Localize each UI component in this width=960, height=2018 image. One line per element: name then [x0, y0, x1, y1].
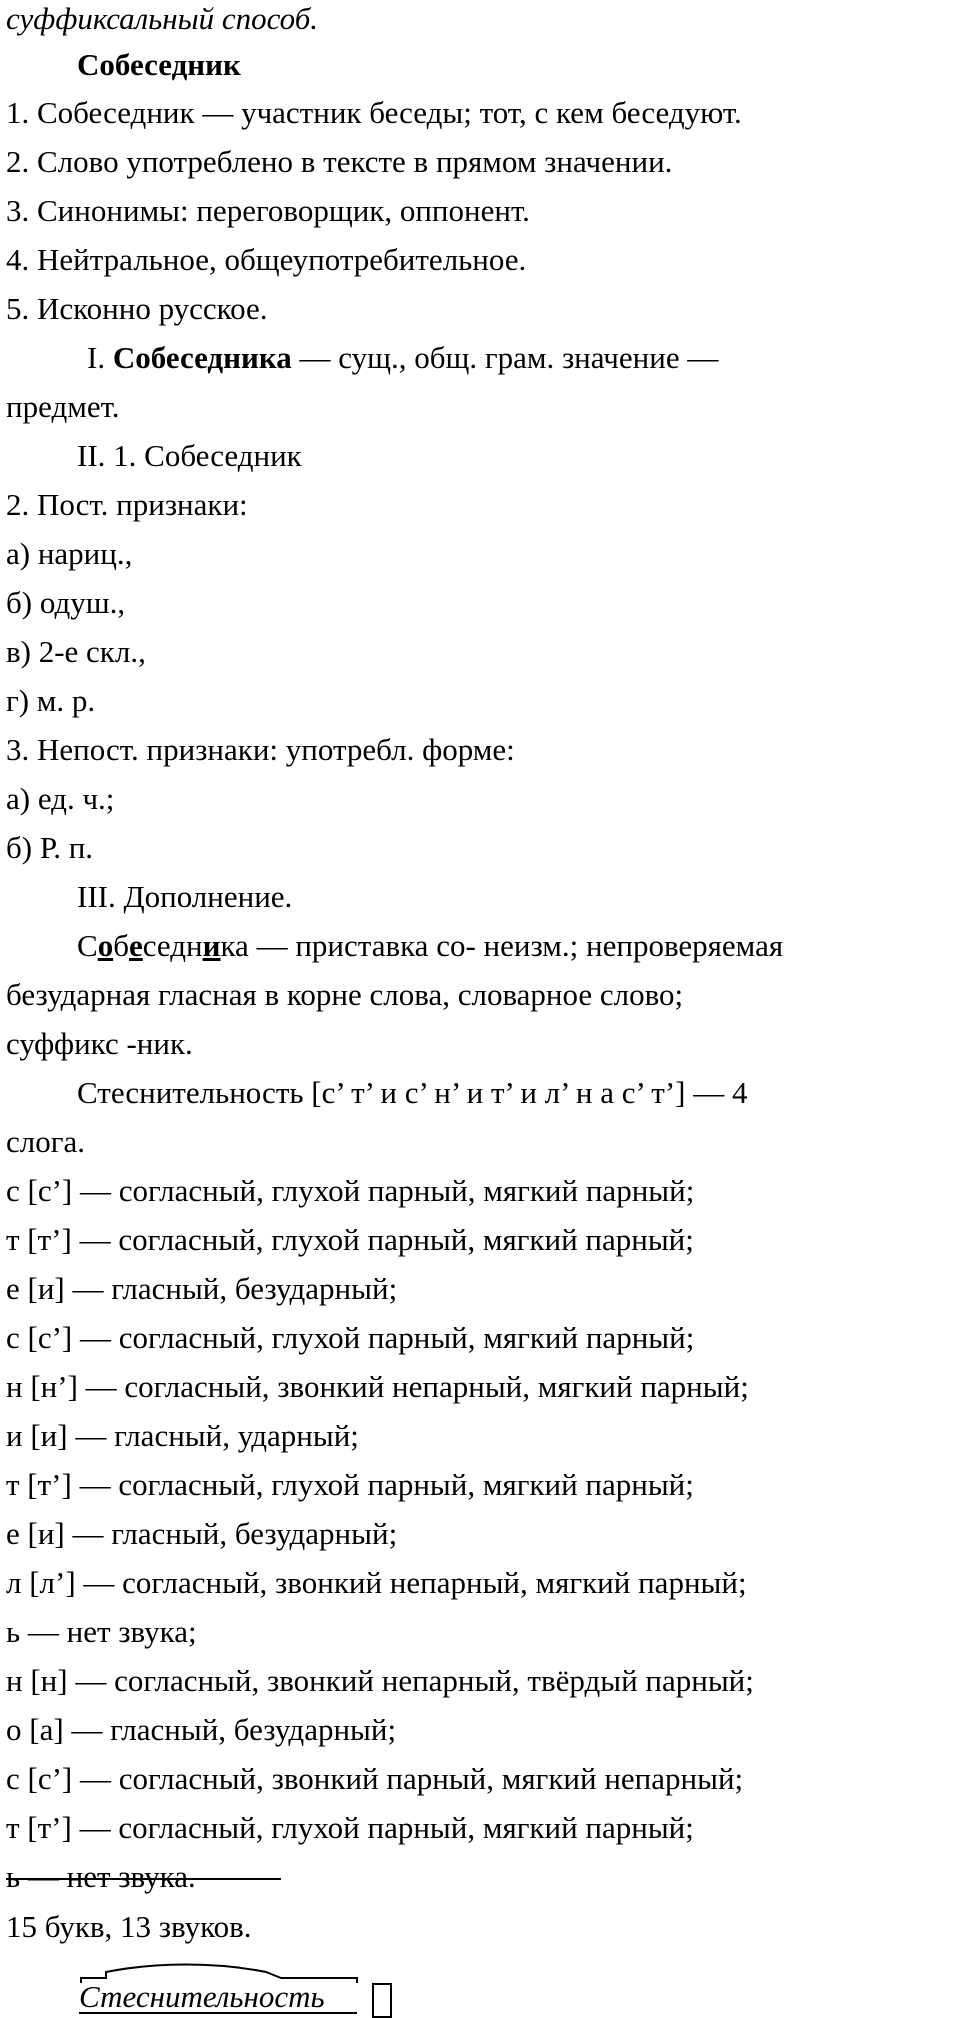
morph-const-item: б) одуш.,: [6, 585, 126, 620]
sound-line: с [с’] — согласный, глухой парный, мягкий парный;: [6, 1320, 695, 1355]
morph-initial-form: II. 1. Собеседник: [77, 438, 302, 473]
stem-underline-icon: [76, 2010, 376, 2018]
sound-line: ь — нет звука.: [6, 1859, 196, 1894]
morpheme-word: Стеснительность: [79, 1979, 325, 2014]
highlighted-vowel: о: [97, 928, 114, 963]
sound-line: н [н] — согласный, звонкий непарный, твёрдый парный;: [6, 1663, 754, 1698]
summary-rule: [6, 1878, 281, 1880]
sound-line: т [т’] — согласный, глухой парный, мягкий парный;: [6, 1467, 694, 1502]
morph-part-one: I. Собеседника — сущ., общ. грам. значение —: [87, 340, 719, 375]
zero-ending-box: [372, 1983, 392, 2018]
word-title: Собеседник: [77, 47, 241, 82]
highlighted-vowel: е: [128, 928, 143, 963]
morph-syntactic-role: III. Дополнение.: [77, 879, 293, 914]
sound-line: т [т’] — согласный, глухой парный, мягкий парный;: [6, 1810, 694, 1845]
highlighted-vowel: и: [202, 928, 221, 963]
sound-line: о [а] — гласный, безударный;: [6, 1712, 397, 1747]
sound-line: е [и] — гласный, безударный;: [6, 1516, 398, 1551]
sound-line: ь — нет звука;: [6, 1614, 197, 1649]
letters-sounds-summary: 15 букв, 13 звуков.: [6, 1909, 252, 1944]
lexical-line: 2. Слово употреблено в тексте в прямом значении.: [6, 144, 673, 179]
morph-const-header: 2. Пост. признаки:: [6, 487, 248, 522]
morph-const-item: а) нариц.,: [6, 536, 133, 571]
sound-line: т [т’] — согласный, глухой парный, мягкий парный;: [6, 1222, 694, 1257]
morph-const-item: в) 2-е скл.,: [6, 634, 146, 669]
sound-line: с [с’] — согласный, звонкий парный, мягкий непарный;: [6, 1761, 744, 1796]
analyzed-word: Собеседника: [112, 340, 292, 375]
sound-line: н [н’] — согласный, звонкий непарный, мягкий парный;: [6, 1369, 749, 1404]
morph-nonconst-item: б) Р. п.: [6, 830, 94, 865]
phonetic-transcription: Стеснительность [с’ т’ и с’ н’ и т’ и л’ н а с’ т’] — 4: [77, 1075, 748, 1110]
lexical-line: 5. Исконно русское.: [6, 291, 268, 326]
lexical-line: 1. Собеседник — участник беседы; тот, с кем беседуют.: [6, 95, 742, 130]
morpheme-parse: [76, 1962, 396, 2018]
spelling-word-line: Собеседника — приставка со- неизм.; непроверяемая: [77, 928, 784, 963]
spelling-line: безударная гласная в корне слова, словарное слово;: [6, 977, 684, 1012]
spelling-line: суффикс -ник.: [6, 1026, 193, 1061]
previous-answer-tail: суффиксальный способ.: [6, 1, 319, 36]
sound-line: с [с’] — согласный, глухой парный, мягкий парный;: [6, 1173, 695, 1208]
sound-line: е [и] — гласный, безударный;: [6, 1271, 398, 1306]
sound-line: и [и] — гласный, ударный;: [6, 1418, 359, 1453]
phonetic-transcription-cont: слога.: [6, 1124, 85, 1159]
morph-nonconst-header: 3. Непост. признаки: употребл. форме:: [6, 732, 515, 767]
morph-const-item: г) м. р.: [6, 683, 96, 718]
lexical-line: 4. Нейтральное, общеупотребительное.: [6, 242, 527, 277]
lexical-line: 3. Синонимы: переговорщик, оппонент.: [6, 193, 530, 228]
morph-nonconst-item: а) ед. ч.;: [6, 781, 115, 816]
morph-part-one-cont: предмет.: [6, 389, 120, 424]
sound-line: л [л’] — согласный, звонкий непарный, мягкий парный;: [6, 1565, 747, 1600]
